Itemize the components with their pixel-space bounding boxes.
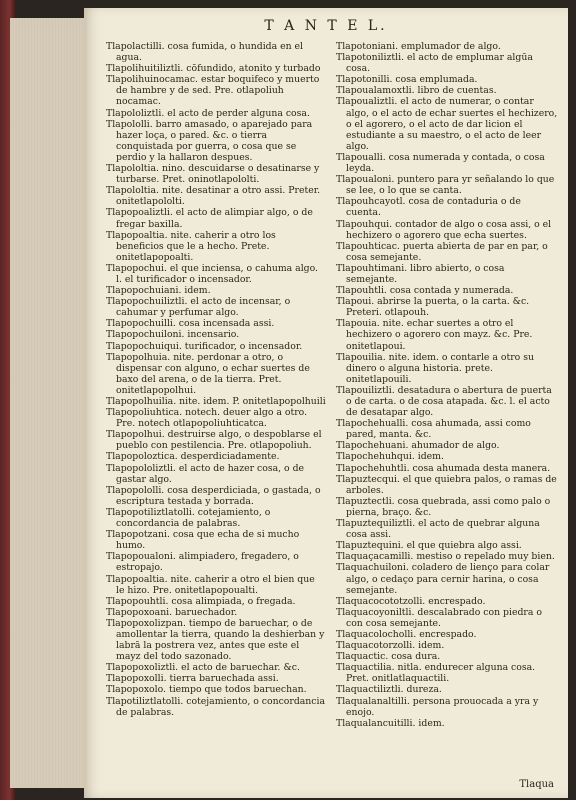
dictionary-entry: Tlaquacocototzolli. encrespado. [336, 595, 486, 607]
dictionary-entry: Tlapuztecqui. el que quiebra palos, o ramas de arboles. [336, 473, 557, 496]
dictionary-entry: Tlaquacoyoniltli. descalabrado con piedra o con cosa semejante. [336, 606, 542, 629]
dictionary-entry: Tlapopoxolli. tierra baruechada assi. [106, 673, 279, 685]
dictionary-entry: Tlapoui. abrirse la puerta, o la carta. &c. Preteri. otlapouh. [336, 296, 530, 319]
dictionary-entry: Tlapouia. nite. echar suertes a otro el hechizero o agorero con mayz. &c. Pre. onitetlapoui. [336, 318, 533, 352]
dictionary-entry: Tlapochehuhqui. idem. [336, 451, 444, 463]
dictionary-entry: Tlapuztequiliztli. el acto de quebrar alguna cosa assi. [336, 518, 540, 541]
dictionary-entry: Tlaquacotorzolli. idem. [336, 640, 445, 652]
dictionary-entry: Tlaquactic. cosa dura. [336, 651, 441, 663]
catchword: Tlaqua [519, 779, 554, 790]
dictionary-entry: Tlapuztectli. cosa quebrada, assi como palo o pierna, braço. &c. [336, 495, 551, 518]
dictionary-entry: Tlapouilia. nite. idem. o contarle a otro su dinero o alguna historia. prete. onitetlapouili. [336, 351, 534, 385]
dictionary-entry: Tlapolihuinocamac. estar boquifeco y muerto de hambre y de sed. Pre. otlapoliuh nocamac. [106, 74, 320, 108]
dictionary-entry: Tlapotoniliztli. el acto de emplumar algūa cosa. [336, 52, 533, 75]
dictionary-entry: Tlapoualiztli. el acto de numerar, o contar algo, o el acto de echar suertes el hechizero, o el agorero, o el acto de dar licion el estudiante a su maestro, o el acto de leer algo. [336, 96, 558, 152]
dictionary-entry: Tlapopoaliztli. el acto de alimpiar algo, o de fregar baxilla. [106, 207, 313, 230]
dictionary-entry: Tlapopoxolo. tiempo que todos baruechan. [106, 684, 307, 696]
dictionary-entry: Tlaqualanaltilli. persona prouocada a yra y enojo. [336, 695, 539, 718]
dictionary-page [84, 8, 568, 798]
dictionary-entry: Tlaquachuiloni. coladero de lienço para colar algo, o cedaço para cernir harina, o cosa semejante. [336, 562, 550, 596]
right-column [336, 41, 558, 729]
dictionary-entry: Tlapouiliztli. desatadura o abertura de puerta o de carta. o de cosa atapada. &c. l. el acto de desatapar algo. [336, 384, 552, 419]
dictionary-entry: Tlapochehualli. cosa ahumada, assi como pared, manta. &c. [336, 418, 531, 441]
dictionary-entry: Tlaquacolocholli. encrespado. [336, 628, 477, 640]
dictionary-entry: Tlapopochuilli. cosa incensada assi. [106, 318, 275, 330]
dictionary-entry: Tlapuztequini. el que quiebra algo assi. [336, 540, 522, 552]
dictionary-entry: Tlapopoxoani. baruechador. [106, 606, 238, 618]
dictionary-entry: Tlapopouhtli. cosa alimpiada, o fregada. [106, 595, 296, 607]
dictionary-entry: Tlapotonilli. cosa emplumada. [336, 74, 478, 86]
dictionary-entry: Tlapouhqui. contador de algo o cosa assi, o el hechizero o agorero que echa suertes. [336, 218, 552, 241]
dictionary-entry: Tlapochehuani. ahumador de algo. [336, 440, 500, 452]
dictionary-entry: Tlapopolhui. destruirse algo, o despoblarse el pueblo con pestilencia. Pre. otlapopoliuh. [106, 429, 322, 452]
dictionary-entry: Tlapouhtimani. libro abierto, o cosa semejante. [336, 262, 505, 285]
dictionary-entry: Tlapopolhuilia. nite. idem. P. onitetlapopolhuili [106, 396, 326, 407]
dictionary-entry: Tlapopochui. el que inciensa, o cahuma algo. l. el turificador o incensador. [106, 262, 319, 285]
dictionary-entry: Tlapopololiztli. el acto de hazer cosa, o de gastar algo. [106, 462, 305, 485]
dictionary-entry: Tlapouhtli. cosa contada y numerada. [336, 285, 514, 297]
dictionary-entry: Tlapouhticac. puerta abierta de par en par, o cosa semejante. [336, 240, 548, 263]
dictionary-entry: Tlapololtia. nino. descuidarse o desatinarse y turbarse. Pret. oninotlapololti. [106, 163, 320, 186]
dictionary-entry: Tlapouhcayotl. cosa de contaduria o de cuenta. [336, 196, 521, 219]
dictionary-entry: Tlapopoliuhtica. notech. deuer algo a otro. Pre. notech otlapopoliuhticatca. [106, 407, 308, 430]
dictionary-entry: Tlapopotiliztlatolli. cotejamiento, o concordancia de palabras. [106, 506, 271, 530]
dictionary-entry: Tlapololiztli. el acto de perder alguna cosa. [106, 107, 310, 119]
dictionary-entry: Tlapopoloztica. desperdiciadamente. [106, 451, 280, 463]
dictionary-entry: Tlapopoaltia. nite. caherir a otro el bien que le hizo. Pre. onitetlapopoualti. [106, 573, 315, 596]
dictionary-entry: Tlapolactilli. cosa fumida, o hundida en el agua. [106, 41, 304, 64]
dictionary-entry: Tlapoualamoxtli. libro de cuentas. [336, 85, 497, 97]
dictionary-entry: Tlapopotzani. cosa que echa de si mucho humo. [106, 529, 300, 552]
dictionary-entry: Tlaqualancuitilli. idem. [336, 717, 445, 729]
dictionary-entry: Tlapochehuhtli. cosa ahumada desta manera. [336, 462, 551, 474]
dictionary-entry: Tlapopolhuia. nite. perdonar a otro, o dispensar con alguno, o echar suertes de baxo del arena, o de la tierra. Pret. onitetlapopolhui. [106, 351, 310, 396]
dictionary-entry: Tlaquactilia. nitla. endurecer alguna cosa. Pret. onitlatlaquactili. [336, 662, 536, 685]
left-column [106, 41, 326, 718]
dictionary-entry: Tlapopoaltia. nite. caherir a otro los beneficios que le a hecho. Prete. onitetlapopoalti. [106, 229, 276, 263]
dictionary-entry: Tlapoualoni. puntero para yr señalando lo que se lee, o lo que se canta. [336, 174, 555, 197]
dictionary-entry: Tlaquactiliztli. dureza. [336, 684, 442, 696]
dictionary-entry: Tlapopochuiani. idem. [106, 285, 211, 297]
dictionary-entry: Tlapololli. barro amasado, o aparejado para hazer loça, o pared. &c. o tierra conquistada por guerra, o cosa que se perdio y la hallaron despues. [106, 118, 313, 163]
dictionary-entry: Tlapopochuiqui. turificador, o incensador. [106, 340, 303, 352]
dictionary-entry: Tlaquaçacamilli. mestiso o repelado muy bien. [336, 551, 555, 563]
dictionary-entry: Tlapopoxoliztli. el acto de baruechar. &c. [106, 662, 300, 674]
dictionary-entry: Tlapololtia. nite. desatinar a otro assi. Preter. onitetlapololti. [106, 185, 321, 208]
running-header: T A N T E L. [264, 18, 388, 34]
dictionary-entry: Tlapopochuiliztli. el acto de incensar, o cahumar y perfumar algo. [106, 296, 291, 319]
dictionary-entry: Tlapotiliztlatolli. cotejamiento, o concordancia de palabras. [106, 695, 326, 718]
dictionary-entry: Tlapopoualoni. alimpiadero, fregadero, o estropajo. [106, 551, 299, 574]
dictionary-entry: Tlapopoxolizpan. tiempo de baruechar, o de amollentar la tierra, quando la deshierban y labrā la postrera vez, antes que este el mayz del todo sazonado. [106, 617, 325, 663]
dictionary-entry: Tlapopololli. cosa desperdiciada, o gastada, o escriptura testada y borrada. [106, 484, 321, 507]
dictionary-entry: Tlapopochuiloni. incensario. [106, 329, 240, 341]
dictionary-entry: Tlapolihuitiliztli. cōfundido, atonito y turbado [106, 63, 321, 75]
dictionary-entry: Tlapotoniani. emplumador de algo. [336, 41, 501, 52]
dictionary-entry: Tlapoualli. cosa numerada y contada, o cosa leyda. [336, 151, 545, 175]
page-edges-stack [10, 18, 85, 788]
